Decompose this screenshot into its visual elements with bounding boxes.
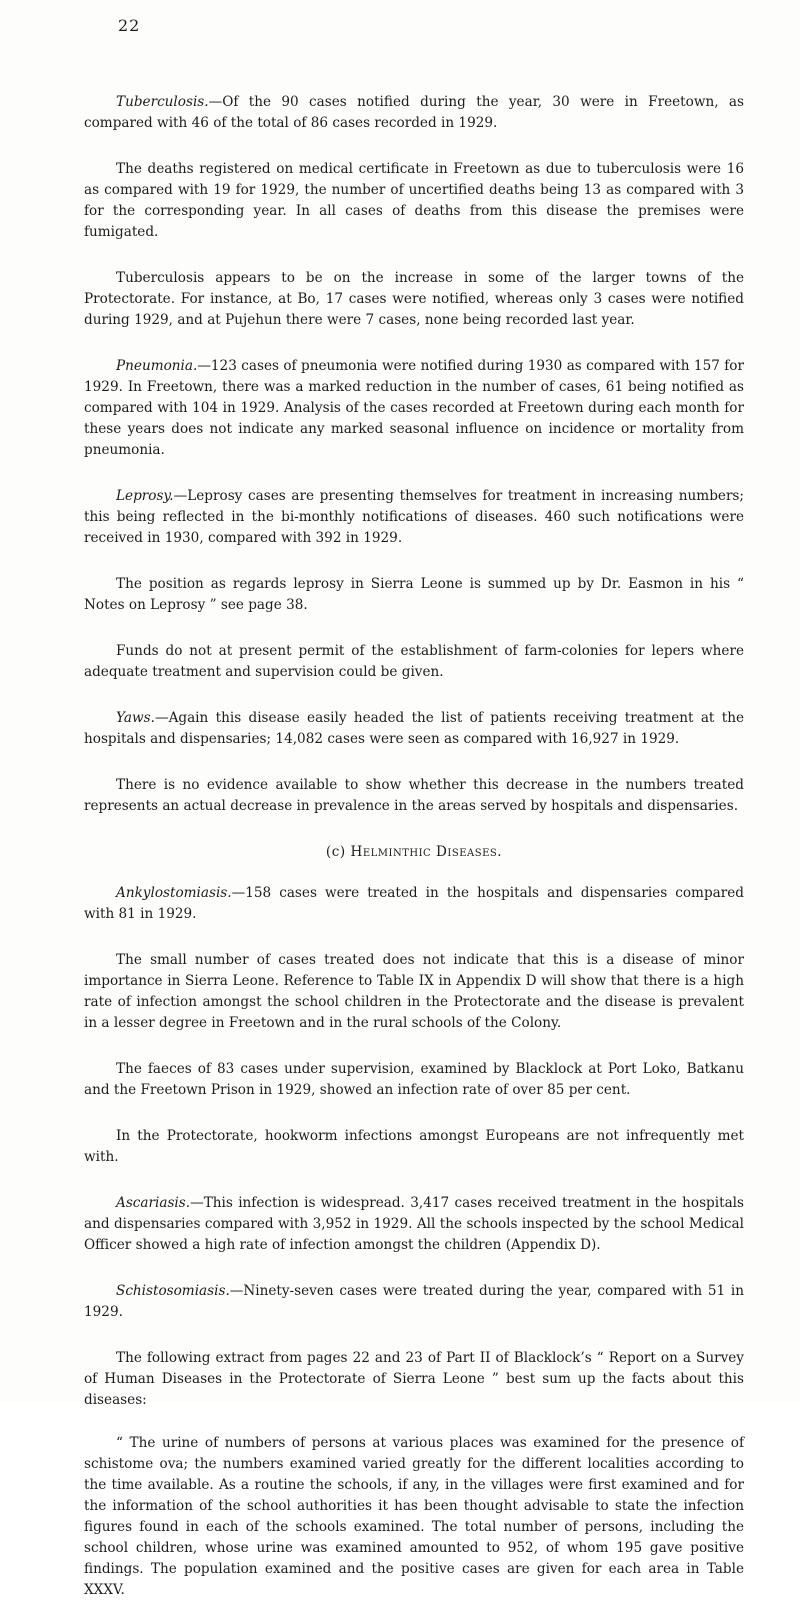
- paragraph-text: —158 cases were treated in the hospitals and dispensaries compared with 81 in 1929.: [84, 885, 744, 922]
- paragraph-quotation: [84, 1433, 744, 1601]
- paragraph-ascariasis: [84, 1193, 744, 1256]
- paragraph-faeces: [84, 1059, 744, 1101]
- paragraph-text: The position as regards leprosy in Sierra Leone is summed up by Dr. Easmon in his “ Notes on Leprosy ” see page 38.: [84, 576, 744, 613]
- paragraph-text: —Leprosy cases are presenting themselves for treatment in increasing numbers; this being reflected in the bi-monthly notifications of diseases. 460 such notifications were received in 1930, compared with 392 in 1929.: [84, 488, 744, 546]
- paragraph-text: —123 cases of pneumonia were notified during 1930 as compared with 157 for 1929. In Freetown, there was a marked reduction in the number of cases, 61 being notified as compared with 104 in 1929. Analysis of the cases recorded at Freetown during each month for these years does not indicate any marked seasonal influence on incidence or mortality from pneumonia.: [84, 358, 744, 458]
- paragraph-leprosy: [84, 486, 744, 549]
- paragraph-text: Funds do not at present permit of the establishment of farm-colonies for lepers where adequate treatment and supervision could be given.: [84, 643, 744, 680]
- paragraph-text: —Of the 90 cases notified during the year, 30 were in Freetown, as compared with 46 of the total of 86 cases recorded in 1929.: [84, 94, 744, 131]
- paragraph-yaws: [84, 708, 744, 750]
- paragraph-text: The deaths registered on medical certificate in Freetown as due to tuberculosis were 16 as compared with 19 for 1929, the number of uncertified deaths being 13 as compared with 3 for the corresponding year. In all cases of deaths from this disease the premises were fumigated.: [84, 161, 744, 240]
- paragraph-leprosy-notes: [84, 574, 744, 616]
- paragraph-leprosy-funds: [84, 641, 744, 683]
- section-heading-helminthic: [84, 842, 744, 863]
- paragraph-ankylostomiasis: [84, 883, 744, 925]
- paragraph-text: The faeces of 83 cases under supervision, examined by Blacklock at Port Loko, Batkanu and the Freetown Prison in 1929, showed an infection rate of over 85 per cent.: [84, 1061, 744, 1098]
- paragraph-text: —This infection is widespread. 3,417 cases received treatment in the hospitals and dispensaries compared with 3,952 in 1929. All the schools inspected by the school Medical Officer showed a high rate of infection amongst the children (Appendix D).: [84, 1195, 744, 1253]
- page-number: 22: [118, 16, 141, 35]
- paragraph-lead: Schistosomiasis.: [116, 1283, 230, 1299]
- paragraph-yaws-evidence: [84, 775, 744, 817]
- paragraph-tuberculosis-protectorate: [84, 268, 744, 331]
- paragraph-lead: Yaws.: [116, 710, 155, 726]
- paragraph-lead: Pneumonia.: [116, 358, 198, 374]
- paragraph-tuberculosis: [84, 92, 744, 134]
- paragraph-ankylostomiasis-importance: [84, 950, 744, 1034]
- paragraph-text: The following extract from pages 22 and 23 of Part II of Blacklock’s “ Report on a Survey of Human Diseases in the Protectorate of Sierra Leone ” best sum up the facts about this diseases:: [84, 1350, 744, 1408]
- paragraph-hookworm: [84, 1126, 744, 1168]
- paragraph-lead: Ascariasis.: [116, 1195, 191, 1211]
- paragraph-text: Tuberculosis appears to be on the increase in some of the larger towns of the Protectorate. For instance, at Bo, 17 cases were notified, whereas only 3 cases were notified during 1929, and at Pujehun there were 7 cases, none being recorded last year.: [84, 270, 744, 328]
- paragraph-lead: Ankylostomiasis.: [116, 885, 232, 901]
- paragraph-lead: Leprosy.: [116, 488, 174, 504]
- paragraph-text: There is no evidence available to show whether this decrease in the numbers treated represents an actual decrease in prevalence in the areas served by hospitals and dispensaries.: [84, 777, 744, 814]
- paragraph-text: “ The urine of numbers of persons at various places was examined for the presence of schistome ova; the numbers examined varied greatly for the different localities according to the time available. As a routine the schools, if any, in the villages were first examined and for the information of the school authorities it has been thought advisable to state the infection figures found in each of the schools examined. The total number of persons, including the school children, whose urine was examined amounted to 952, of whom 195 gave positive findings. The population examined and the positive cases are given for each area in Table XXXV.: [84, 1435, 744, 1598]
- paragraph-tuberculosis-deaths: [84, 159, 744, 243]
- section-heading-prefix: (c): [325, 844, 351, 860]
- document-body: [84, 92, 744, 1601]
- paragraph-text: The small number of cases treated does not indicate that this is a disease of minor importance in Sierra Leone. Reference to Table IX in Appendix D will show that there is a high rate of infection amongst the school children in the Protectorate and the disease is prevalent in a lesser degree in Freetown and in the rural schools of the Colony.: [84, 952, 744, 1031]
- paragraph-schistosomiasis: [84, 1281, 744, 1323]
- paragraph-text: —Ninety-seven cases were treated during the year, compared with 51 in 1929.: [84, 1283, 744, 1320]
- paragraph-text: In the Protectorate, hookworm infections amongst Europeans are not infrequently met with.: [84, 1128, 744, 1165]
- paragraph-lead: Tuberculosis.: [116, 94, 209, 110]
- section-heading-title: Helminthic Diseases.: [350, 844, 503, 860]
- paragraph-text: —Again this disease easily headed the list of patients receiving treatment at the hospitals and dispensaries; 14,082 cases were seen as compared with 16,927 in 1929.: [84, 710, 744, 747]
- paragraph-pneumonia: [84, 356, 744, 461]
